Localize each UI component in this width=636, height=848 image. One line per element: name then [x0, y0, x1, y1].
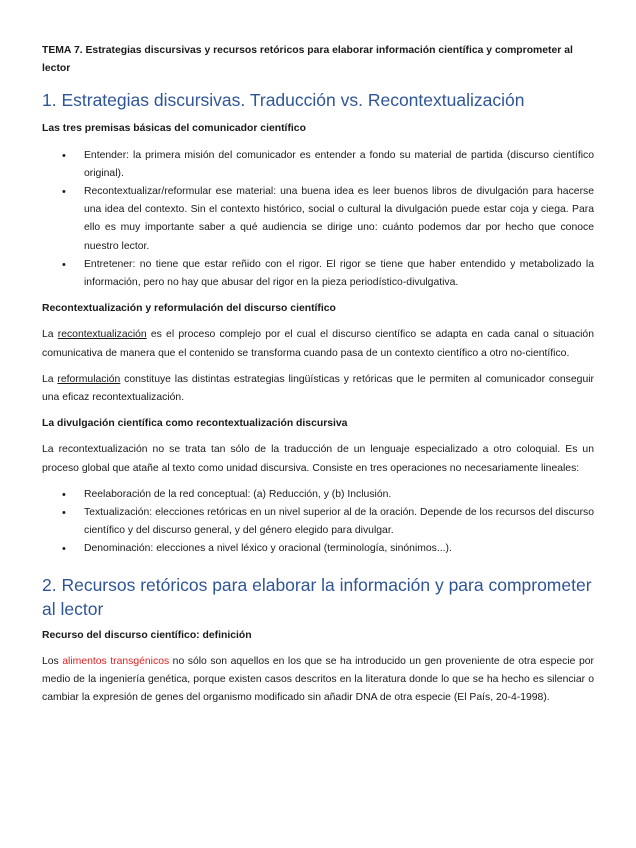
list-item: • Recontextualizar/reformular ese material: una buena idea es leer buenos libros de divulgación para hacerse una idea del contexto. Sin el contexto histórico, social o cultural la divulgación puede estar coja y ciega. Para ello es muy importante saber a qué audiencia se dirige uno: cuánto podemos dar por hecho que conoce nuestro lector. [84, 183, 594, 256]
section-2-heading: 2. Recursos retóricos para elaborar la información y para comprometer al lector [42, 574, 592, 619]
list-item: • Entretener: no tiene que estar reñido con el rigor. El rigor se tiene que haber entendido y metabolizado la información, pero no hay que abusar del rigor en la pieza periodístico-divulgativa. [84, 256, 594, 292]
list-item: • Reelaboración de la red conceptual: (a) Reducción, y (b) Inclusión. [84, 486, 594, 504]
premisas-list [42, 147, 594, 293]
term-recontextualizacion: recontextualización [57, 329, 147, 341]
paragraph-text: no sólo son aquellos en los que se ha introducido un gen proveniente de otra especie por medio de la ingeniería genética, porque existen casos descritos en la literatura donde lo que se ha hecho es silenciar o cambiar la expresión de genes del organismo modificado sin añadir DNA de otra especie (El País, 20-4-1998). [42, 655, 594, 704]
divulgacion-heading: La divulgación científica como recontextualización discursiva [42, 418, 348, 430]
list-item: • Textualización: elecciones retóricas en un nivel superior al de la oración. Depende de los recursos del discurso científico y del discurso general, y del género elegido para divulgar. [84, 504, 594, 540]
paragraph-text: constituye las distintas estrategias lingüísticas y retóricas que le permiten al comunicador conseguir una eficaz recontextualización. [42, 373, 594, 404]
paragraph-text: es el proceso complejo por el cual el discurso científico se adapta en cada canal o situación comunicativa de manera que el contenido se transforma cuando pasa de un contexto científico a otro no-científico. [42, 329, 594, 359]
paragraph-text: La [42, 329, 58, 341]
paragraph-text: La [42, 373, 58, 385]
recontextualizacion-paragraph [42, 326, 594, 362]
list-item: • Denominación: elecciones a nivel léxico y oracional (terminología, sinónimos...). [84, 540, 594, 558]
term-reformulacion: reformulación [57, 373, 121, 385]
definicion-paragraph [42, 653, 594, 708]
term-alimentos-transgenicos: alimentos transgénicos [62, 655, 170, 667]
paragraph-text: Los [42, 655, 63, 667]
section-1-heading: 1. Estrategias discursivas. Traducción vs. Recontextualización [42, 90, 525, 111]
operaciones-list [42, 486, 594, 559]
document-title: TEMA 7. Estrategias discursivas y recursos retóricos para elaborar información científica y comprometer al lector [42, 45, 573, 75]
list-item: • Entender: la primera misión del comunicador es entender a fondo su material de partida (discurso científico original). [84, 147, 594, 183]
divulgacion-paragraph: La recontextualización no se trata tan sólo de la traducción de un lenguaje especializado a otro coloquial. Es un proceso global que atañe al texto como unidad discursiva. Consiste en tres operaciones no necesariamente lineales: [42, 444, 594, 474]
premisas-heading: Las tres premisas básicas del comunicador científico [42, 123, 306, 135]
definicion-heading: Recurso del discurso científico: definición [42, 629, 252, 641]
recontextualizacion-heading: Recontextualización y reformulación del discurso científico [42, 303, 336, 315]
reformulacion-paragraph [42, 371, 594, 407]
